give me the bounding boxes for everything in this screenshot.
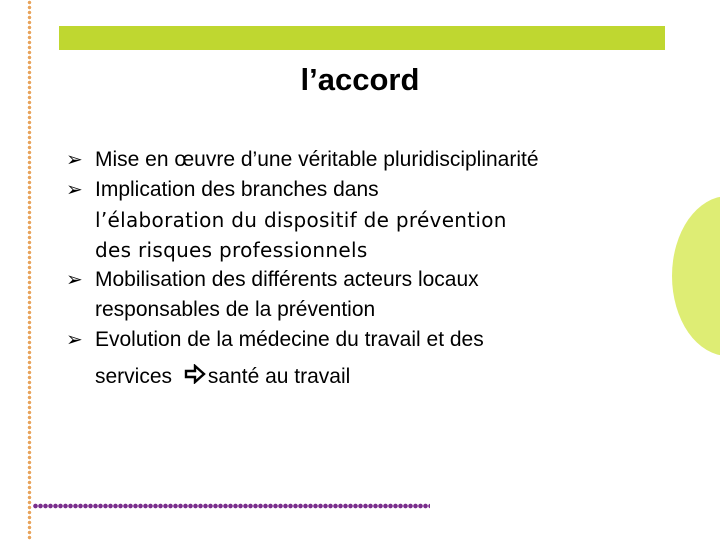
bullet-line: des risques professionnels	[95, 238, 368, 262]
left-dotted-border	[27, 0, 32, 540]
bullet-item-2	[66, 175, 666, 265]
bullet-line-text: services	[95, 365, 173, 388]
arrow-bullet-icon: ➢	[66, 269, 83, 291]
bullet-item-1	[66, 145, 666, 175]
bullet-line: responsables de la prévention	[95, 298, 376, 321]
bullet-line: Mobilisation des différents acteurs locaux	[95, 268, 479, 291]
bullet-item-3	[66, 265, 666, 325]
arrow-bullet-icon: ➢	[66, 329, 83, 351]
bullet-line: l’élaboration du dispositif de prévention	[95, 208, 507, 232]
decorative-circle	[672, 196, 720, 356]
bullet-line-with-arrow	[95, 362, 666, 392]
title-accent-bar	[59, 26, 665, 50]
arrow-bullet-icon: ➢	[66, 149, 83, 171]
bullet-line: Implication des branches dans	[95, 178, 379, 201]
bullet-line: Evolution de la médecine du travail et des	[95, 328, 484, 351]
hollow-right-arrow-icon	[184, 364, 206, 384]
arrow-bullet-icon: ➢	[66, 179, 83, 201]
bullet-list	[66, 145, 666, 392]
bottom-dotted-border	[33, 503, 430, 509]
slide-title: l’accord	[300, 62, 420, 97]
bullet-line-text: santé au travail	[207, 365, 351, 388]
bullet-line: Mise en œuvre d’une véritable pluridisciplinarité	[95, 148, 539, 171]
bullet-item-4	[66, 325, 666, 392]
